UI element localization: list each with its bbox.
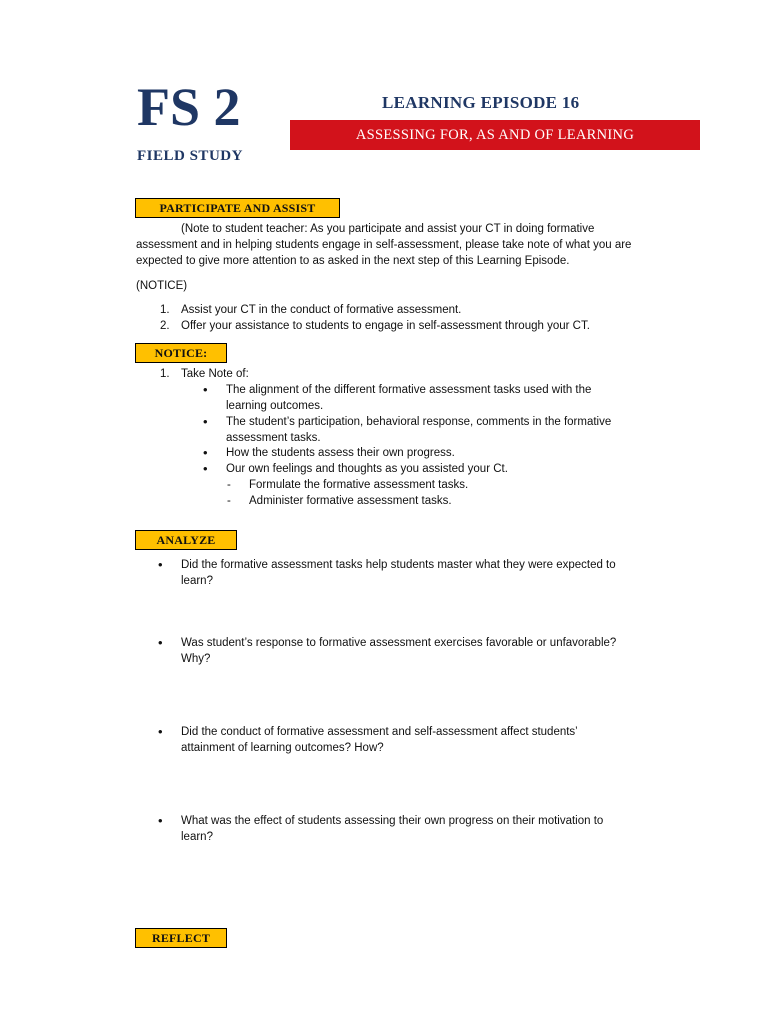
note-line-1: (Note to student teacher: As you participate and assist your CT in doing formative [181, 223, 595, 235]
analyze-question-4-line-2: learn? [181, 831, 213, 843]
bullet-icon: • [203, 414, 208, 429]
field-study-label: FIELD STUDY [137, 148, 243, 164]
note-line-3: expected to give more attention to as asked in the next step of this Learning Episode. [136, 255, 570, 267]
notice-bullet-2-line-2: assessment tasks. [226, 432, 321, 444]
notice-item-text: Take Note of: [181, 368, 249, 380]
notice-tag-label: NOTICE: [154, 345, 208, 360]
notice-bullet-2-line-1: The student’s participation, behavioral response, comments in the formative [226, 416, 612, 428]
bullet-icon: • [158, 635, 163, 650]
notice-paren: (NOTICE) [136, 280, 188, 292]
learning-episode-title: LEARNING EPISODE 16 [382, 93, 580, 112]
analyze-question-2-line-2: Why? [181, 653, 211, 665]
notice-bullet-1-line-1: The alignment of the different formative assessment tasks used with the [226, 384, 592, 396]
episode-banner-text: ASSESSING FOR, AS AND OF LEARNING [355, 126, 635, 143]
analyze-question-1-line-2: learn? [181, 575, 213, 587]
bullet-icon: • [203, 445, 208, 460]
analyze-question-3-line-1: Did the conduct of formative assessment and self-assessment affect students’ [181, 726, 578, 738]
bullet-icon: • [158, 557, 163, 572]
participate-item-2-num: 2. [160, 320, 170, 332]
notice-tag [135, 343, 227, 363]
notice-dash-1: Formulate the formative assessment tasks. [249, 479, 469, 491]
participate-item-1-num: 1. [160, 304, 170, 316]
bullet-icon: • [203, 461, 208, 476]
analyze-question-2-line-1: Was student’s response to formative assessment exercises favorable or unfavorable? [181, 637, 617, 649]
participate-item-2: Offer your assistance to students to engage in self-assessment through your CT. [181, 320, 590, 332]
bullet-icon: • [158, 813, 163, 828]
bullet-icon: • [158, 724, 163, 739]
notice-dash-2: Administer formative assessment tasks. [249, 495, 452, 507]
analyze-tag [135, 530, 237, 550]
fs-title: FS 2 [137, 77, 241, 137]
notice-item-num: 1. [160, 368, 170, 380]
reflect-tag-label: REFLECT [151, 930, 211, 945]
notice-bullet-4: Our own feelings and thoughts as you assisted your Ct. [226, 463, 508, 475]
notice-bullet-3: How the students assess their own progress. [226, 447, 455, 459]
analyze-tag-label: ANALYZE [156, 532, 216, 547]
note-line-2: assessment and in helping students engage in self-assessment, please take note of what you are [136, 239, 632, 251]
participate-assist-tag [135, 198, 340, 218]
analyze-question-4-line-1: What was the effect of students assessing their own progress on their motivation to [181, 815, 604, 827]
analyze-question-1-line-1: Did the formative assessment tasks help students master what they were expected to [181, 559, 616, 571]
dash-icon: - [227, 479, 231, 491]
participate-assist-tag-label: PARTICIPATE AND ASSIST [159, 200, 316, 215]
analyze-question-3-line-2: attainment of learning outcomes? How? [181, 742, 384, 754]
participate-item-1: Assist your CT in the conduct of formative assessment. [181, 304, 462, 316]
notice-bullet-1-line-2: learning outcomes. [226, 400, 324, 412]
episode-banner [290, 120, 700, 150]
reflect-tag [135, 928, 227, 948]
bullet-icon: • [203, 382, 208, 397]
dash-icon: - [227, 495, 231, 507]
